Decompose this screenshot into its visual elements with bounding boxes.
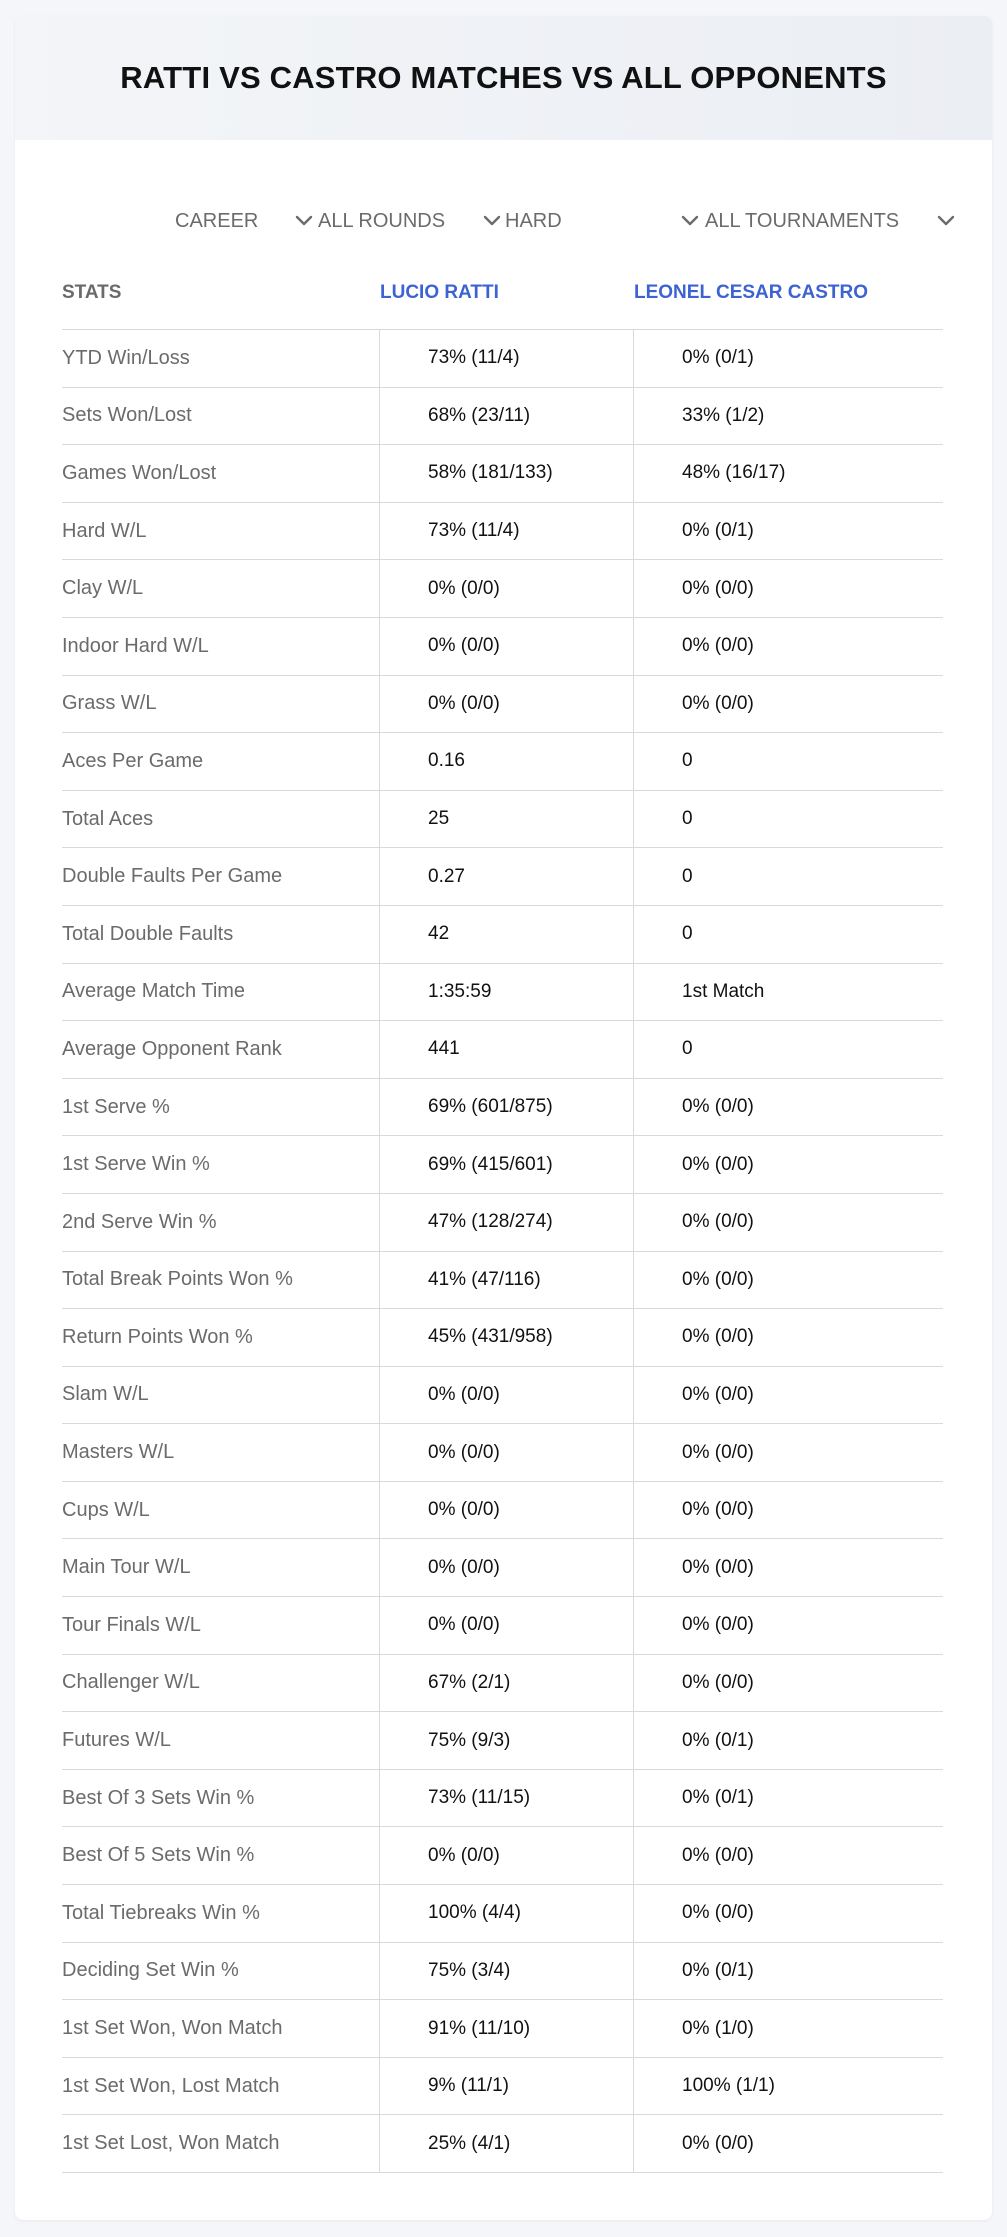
player2-value: 0% (0/0) <box>682 635 754 657</box>
player1-value: 0% (0/0) <box>380 1827 634 1884</box>
player1-value: 0% (0/0) <box>380 1367 634 1424</box>
stat-label: Games Won/Lost <box>62 445 380 502</box>
table-row <box>62 733 943 791</box>
player1-value: 25% (4/1) <box>380 2115 634 2172</box>
table-row <box>62 2115 943 2173</box>
chevron-down-icon <box>681 215 699 227</box>
table-body <box>62 330 943 2173</box>
table-row <box>62 1770 943 1828</box>
table-row <box>62 503 943 561</box>
stat-label: Total Double Faults <box>62 906 380 963</box>
stat-label: Average Opponent Rank <box>62 1021 380 1078</box>
stat-label: Sets Won/Lost <box>62 388 380 445</box>
table-row <box>62 1309 943 1367</box>
table-row <box>62 2058 943 2116</box>
player1-value: 73% (11/4) <box>380 330 634 387</box>
page-title: RATTI VS CASTRO MATCHES VS ALL OPPONENTS <box>120 60 887 95</box>
player2-link[interactable]: LEONEL CESAR CASTRO <box>634 281 869 303</box>
player2-value: 0 <box>682 923 693 945</box>
player2-value: 0% (0/1) <box>682 347 754 369</box>
stat-label: Challenger W/L <box>62 1655 380 1712</box>
player1-value: 100% (4/4) <box>380 1885 634 1942</box>
card-header <box>15 16 992 140</box>
table-row <box>62 618 943 676</box>
filter-bar <box>15 193 992 249</box>
table-row <box>62 560 943 618</box>
stat-label: Double Faults Per Game <box>62 848 380 905</box>
stat-label: Deciding Set Win % <box>62 1943 380 2000</box>
table-row <box>62 1482 943 1540</box>
table-row <box>62 906 943 964</box>
stat-label: Total Tiebreaks Win % <box>62 1885 380 1942</box>
player2-value: 0% (0/1) <box>682 1729 754 1751</box>
player1-value: 91% (11/10) <box>380 2000 634 2057</box>
player1-value: 1:35:59 <box>380 964 634 1021</box>
player2-value: 0% (0/0) <box>682 1671 754 1693</box>
stat-label: Cups W/L <box>62 1482 380 1539</box>
player1-value: 58% (181/133) <box>380 445 634 502</box>
player2-value: 0% (0/0) <box>682 577 754 599</box>
table-row <box>62 1424 943 1482</box>
player1-value: 0% (0/0) <box>380 1424 634 1481</box>
period-select[interactable] <box>175 193 313 249</box>
table-row <box>62 1827 943 1885</box>
player2-value: 0% (0/0) <box>682 1383 754 1405</box>
table-row <box>62 1021 943 1079</box>
player1-value: 41% (47/116) <box>380 1252 634 1309</box>
stat-label: Best Of 3 Sets Win % <box>62 1770 380 1827</box>
player1-value: 9% (11/1) <box>380 2058 634 2115</box>
table-row <box>62 676 943 734</box>
surface-select-value: HARD <box>505 209 562 232</box>
table-row <box>62 1885 943 1943</box>
player2-value: 0% (0/0) <box>682 1153 754 1175</box>
player2-value: 0% (0/0) <box>682 692 754 714</box>
player2-value: 0% (0/0) <box>682 1556 754 1578</box>
player1-value: 69% (601/875) <box>380 1079 634 1136</box>
player1-value: 68% (23/11) <box>380 388 634 445</box>
tournament-select-value: ALL TOURNAMENTS <box>705 209 900 232</box>
player1-value: 47% (128/274) <box>380 1194 634 1251</box>
player2-value: 0 <box>682 750 693 772</box>
stat-label: Grass W/L <box>62 676 380 733</box>
stat-label: Futures W/L <box>62 1712 380 1769</box>
stat-label: Clay W/L <box>62 560 380 617</box>
stat-label: Main Tour W/L <box>62 1539 380 1596</box>
player1-value: 0% (0/0) <box>380 676 634 733</box>
player2-value: 0% (1/0) <box>682 2017 754 2039</box>
stat-label: Indoor Hard W/L <box>62 618 380 675</box>
player1-value: 73% (11/15) <box>380 1770 634 1827</box>
stat-label: Average Match Time <box>62 964 380 1021</box>
stats-table <box>62 256 943 2173</box>
stat-label: Best Of 5 Sets Win % <box>62 1827 380 1884</box>
stat-label: Slam W/L <box>62 1367 380 1424</box>
stats-card <box>15 16 992 2220</box>
chevron-down-icon <box>295 215 313 227</box>
stat-label: Tour Finals W/L <box>62 1597 380 1654</box>
stat-label: 1st Serve % <box>62 1079 380 1136</box>
stat-label: 1st Set Won, Won Match <box>62 2000 380 2057</box>
player1-value: 0.16 <box>380 733 634 790</box>
player2-value: 0% (0/1) <box>682 520 754 542</box>
stat-label: Hard W/L <box>62 503 380 560</box>
stat-label: 1st Serve Win % <box>62 1136 380 1193</box>
stat-label: Total Break Points Won % <box>62 1252 380 1309</box>
table-row <box>62 1712 943 1770</box>
table-row <box>62 848 943 906</box>
player2-value: 33% (1/2) <box>682 404 765 426</box>
table-row <box>62 1136 943 1194</box>
player2-value: 0% (0/0) <box>682 1844 754 1866</box>
player2-value: 0 <box>682 1038 693 1060</box>
stat-label: 1st Set Won, Lost Match <box>62 2058 380 2115</box>
player2-value: 0 <box>682 865 693 887</box>
stat-label: 2nd Serve Win % <box>62 1194 380 1251</box>
player2-value: 0% (0/0) <box>682 1614 754 1636</box>
player2-value: 0% (0/0) <box>682 2132 754 2154</box>
table-row <box>62 1943 943 2001</box>
player1-value: 0% (0/0) <box>380 1539 634 1596</box>
chevron-down-icon <box>483 215 501 227</box>
period-select-value: CAREER <box>175 209 259 232</box>
player1-value: 0% (0/0) <box>380 1482 634 1539</box>
stat-label: Masters W/L <box>62 1424 380 1481</box>
player2-value: 0% (0/0) <box>682 1441 754 1463</box>
player2-value: 0 <box>682 808 693 830</box>
player1-value: 0% (0/0) <box>380 560 634 617</box>
player2-value: 0% (0/0) <box>682 1096 754 1118</box>
table-row <box>62 791 943 849</box>
table-row <box>62 1367 943 1425</box>
table-row <box>62 1655 943 1713</box>
table-row <box>62 388 943 446</box>
table-row <box>62 2000 943 2058</box>
table-row <box>62 964 943 1022</box>
player2-value: 1st Match <box>682 980 765 1002</box>
player1-value: 0% (0/0) <box>380 618 634 675</box>
player2-value: 0% (0/0) <box>682 1902 754 1924</box>
tournament-select[interactable] <box>705 193 955 249</box>
stats-column-header: STATS <box>62 281 122 303</box>
stat-label: 1st Set Lost, Won Match <box>62 2115 380 2172</box>
player1-value: 45% (431/958) <box>380 1309 634 1366</box>
table-row <box>62 1252 943 1310</box>
stat-label: Total Aces <box>62 791 380 848</box>
player2-value: 0% (0/0) <box>682 1211 754 1233</box>
stat-label: Aces Per Game <box>62 733 380 790</box>
table-row <box>62 1597 943 1655</box>
stat-label: Return Points Won % <box>62 1309 380 1366</box>
table-row <box>62 1194 943 1252</box>
player2-value: 0% (0/0) <box>682 1499 754 1521</box>
player2-value: 0% (0/1) <box>682 1959 754 1981</box>
player2-value: 0% (0/0) <box>682 1326 754 1348</box>
player2-value: 100% (1/1) <box>682 2075 775 2097</box>
table-row <box>62 1079 943 1137</box>
player1-value: 0% (0/0) <box>380 1597 634 1654</box>
player2-value: 0% (0/1) <box>682 1787 754 1809</box>
table-row <box>62 330 943 388</box>
player1-value: 69% (415/601) <box>380 1136 634 1193</box>
player2-value: 48% (16/17) <box>682 462 786 484</box>
stat-label: YTD Win/Loss <box>62 330 380 387</box>
player1-value: 73% (11/4) <box>380 503 634 560</box>
player2-value: 0% (0/0) <box>682 1268 754 1290</box>
chevron-down-icon <box>937 215 955 227</box>
player1-link[interactable]: LUCIO RATTI <box>380 281 499 303</box>
table-header <box>62 256 943 330</box>
table-row <box>62 1539 943 1597</box>
table-row <box>62 445 943 503</box>
surface-select[interactable] <box>505 193 699 249</box>
player1-value: 75% (9/3) <box>380 1712 634 1769</box>
player1-value: 67% (2/1) <box>380 1655 634 1712</box>
player1-value: 25 <box>380 791 634 848</box>
player1-value: 441 <box>380 1021 634 1078</box>
player1-value: 75% (3/4) <box>380 1943 634 2000</box>
player1-value: 0.27 <box>380 848 634 905</box>
player1-value: 42 <box>380 906 634 963</box>
round-select-value: ALL ROUNDS <box>318 209 446 232</box>
round-select[interactable] <box>318 193 501 249</box>
